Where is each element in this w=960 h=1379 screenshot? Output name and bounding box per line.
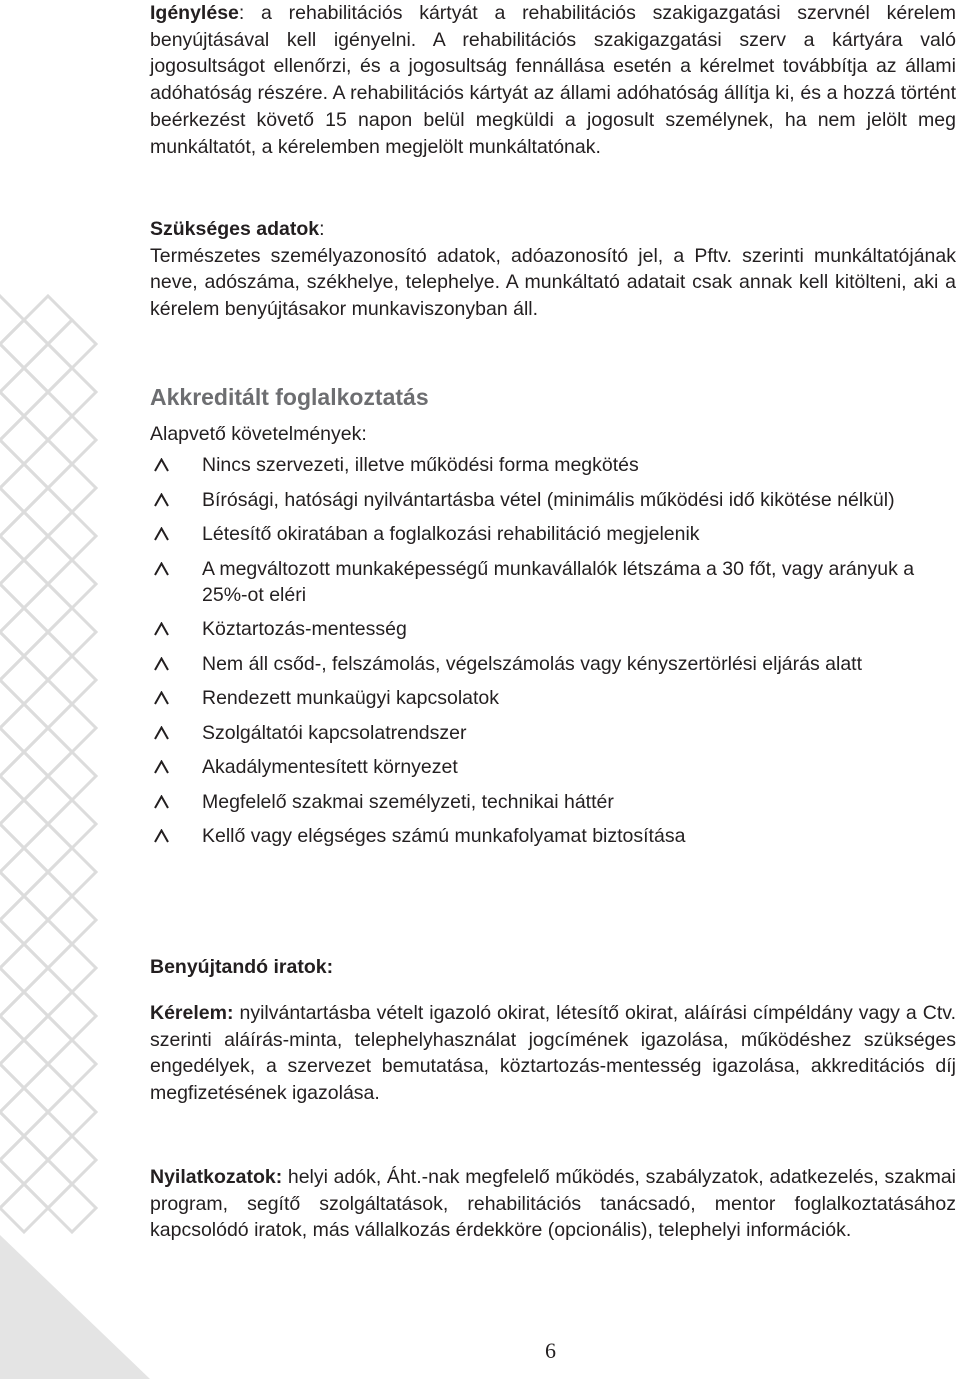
decor-diamond <box>0 872 24 920</box>
up-arrowhead-icon <box>154 691 169 705</box>
requirement-text: Kellő vagy elégséges számú munkafolyamat biztosítása <box>202 825 686 847</box>
decor-diamond <box>0 1088 48 1136</box>
requirements-list <box>150 452 956 858</box>
decor-diamond <box>48 848 96 896</box>
decor-diamond <box>48 1040 96 1088</box>
decor-diamond <box>0 896 48 944</box>
decor-diamond <box>0 800 48 848</box>
decor-diamond <box>0 584 24 632</box>
szukseges-section <box>150 216 956 323</box>
decor-diamond <box>0 1136 48 1184</box>
decor-diamond <box>24 488 72 536</box>
requirement-item <box>150 720 956 746</box>
decor-diamond <box>0 656 48 704</box>
requirement-text: Létesítő okiratában a foglalkozási rehabilitáció megjelenik <box>202 523 700 545</box>
decor-diamond <box>0 632 24 680</box>
decor-diamond <box>24 584 72 632</box>
decor-diamond <box>48 320 96 368</box>
corner-triangle <box>0 1235 150 1379</box>
requirement-text: Nincs szervezeti, illetve működési forma megkötés <box>202 454 639 476</box>
decor-diamond <box>0 848 48 896</box>
requirement-item <box>150 651 956 677</box>
kerelem-paragraph <box>150 1000 956 1107</box>
requirement-item <box>150 616 956 642</box>
decor-diamond <box>24 440 72 488</box>
nyilatkozatok-paragraph <box>150 1164 956 1244</box>
decor-diamond <box>48 560 96 608</box>
decor-diamond <box>24 824 72 872</box>
requirement-item <box>150 754 956 780</box>
decor-diamond <box>24 296 72 344</box>
decor-diamond <box>24 1112 72 1160</box>
requirement-text: Nem áll csőd-, felszámolás, végelszámolás vagy kényszertörlési eljárás alatt <box>202 652 863 675</box>
decor-diamond <box>48 656 96 704</box>
requirement-text: Köztartozás-mentesség <box>202 618 407 640</box>
szukseges-label: Szükséges adatok <box>150 218 320 240</box>
decor-diamond <box>0 728 24 776</box>
up-arrowhead-icon <box>154 458 169 472</box>
up-arrowhead-icon <box>154 795 169 809</box>
requirement-text: A megváltozott munkaképességű munkavállalók létszáma a 30 főt, vagy arányuk a 25%-ot eléri <box>202 557 915 606</box>
igenyles-section <box>150 0 956 160</box>
decor-diamond <box>0 1184 48 1232</box>
decor-diamond <box>48 368 96 416</box>
up-arrowhead-icon <box>154 657 169 671</box>
up-arrowhead-icon <box>154 562 169 576</box>
requirement-item <box>150 685 956 711</box>
decor-diamond <box>0 752 48 800</box>
szukseges-paragraph: Természetes személyazonosító adatok, adóazonosító jel, a Pftv. szerinti munkáltatójának neve, adószáma, székhelye, telephelye. A munkáltató adatait csak annak kell kitölteni, aki a kérelem benyújtásakor munkaviszonyban áll. <box>150 244 956 321</box>
decor-diamond <box>0 1040 48 1088</box>
up-arrowhead-icon <box>154 622 169 636</box>
decor-diamond <box>0 440 24 488</box>
decor-diamond <box>0 824 24 872</box>
decor-diamond <box>48 752 96 800</box>
igenyles-label: Igénylése <box>150 2 239 24</box>
up-arrowhead-icon <box>154 527 169 541</box>
benyujtando-title: Benyújtandó iratok: <box>150 956 334 978</box>
decor-diamond <box>0 488 24 536</box>
decor-diamond <box>48 512 96 560</box>
requirement-item <box>150 823 956 849</box>
requirement-item <box>150 789 956 815</box>
decor-diamond <box>0 296 24 344</box>
decor-diamond <box>0 1112 24 1160</box>
decor-diamond <box>48 416 96 464</box>
decor-diamond <box>24 536 72 584</box>
decor-diamond <box>48 704 96 752</box>
decor-diamond <box>24 968 72 1016</box>
decor-diamond <box>24 392 72 440</box>
page-number: 6 <box>545 1338 556 1363</box>
decor-diamond <box>0 1160 24 1208</box>
decor-diamond <box>48 800 96 848</box>
decor-diamond <box>24 920 72 968</box>
decor-diamond <box>48 992 96 1040</box>
decor-diamond <box>24 728 72 776</box>
requirement-item <box>150 452 956 478</box>
kerelem-label: Kérelem: <box>150 1002 234 1024</box>
decor-diamond <box>48 944 96 992</box>
decor-diamond <box>48 1088 96 1136</box>
decor-diamond <box>24 344 72 392</box>
decor-diamond <box>24 1064 72 1112</box>
decor-diamond <box>0 680 24 728</box>
kerelem-section <box>150 1000 956 1107</box>
decor-diamond <box>0 416 48 464</box>
decor-diamond <box>48 1136 96 1184</box>
decor-diamond <box>24 776 72 824</box>
decor-diamond <box>24 872 72 920</box>
decor-diamond <box>0 944 48 992</box>
akkreditalt-subtitle: Alapvető követelmények: <box>150 423 367 445</box>
decor-diamond <box>48 608 96 656</box>
szukseges-heading <box>150 216 956 243</box>
nyilatkozatok-section <box>150 1164 956 1244</box>
kerelem-text: nyilvántartásba vételt igazoló okirat, létesítő okirat, aláírási címpéldány vagy a Ctv. szerinti aláírás-minta, telephelyhasználat jogcímének igazolása, működéshez szükséges engedélyek, a szervezet bemutatása, köztartozás-mentesség igazolása, akkreditációs díj megfizetésének igazolása. <box>150 1002 956 1105</box>
decor-diamond <box>0 392 24 440</box>
decor-diamond <box>24 1016 72 1064</box>
requirement-text: Szolgáltatói kapcsolatrendszer <box>202 721 467 744</box>
decor-diamond <box>0 1064 24 1112</box>
akkreditalt-title: Akkreditált foglalkoztatás <box>150 384 429 410</box>
decor-diamond <box>0 992 48 1040</box>
igenyles-text: : a rehabilitációs kártyát a rehabilitációs szakigazgatási szervnél kérelem benyújtásával kell igényelni. A rehabilitációs szakigazgatási szerv a kártyára való jogosultságot ellenőrzi, és a jogosultság fennállása esetén a kérelmet továbbítja az állami adóhatóság részére. A rehabilitációs kártyát az állami adóhatóság állítja ki, és a hozzá történt beérkezést követő 15 napon belül megküldi a jogosult személynek, ha nem jelölt meg munkáltatót, a kérelemben megjelölt munkáltatónak. <box>150 2 956 158</box>
requirement-text: Megfelelő szakmai személyzeti, technikai háttér <box>202 790 614 813</box>
decor-diamond <box>48 1184 96 1232</box>
decor-diamond <box>0 608 48 656</box>
decor-diamond <box>0 344 24 392</box>
decor-diamond <box>0 968 24 1016</box>
up-arrowhead-icon <box>154 829 169 843</box>
up-arrowhead-icon <box>154 760 169 774</box>
requirement-text: Akadálymentesített környezet <box>202 756 458 778</box>
decor-diamond <box>0 704 48 752</box>
decor-diamond <box>0 512 48 560</box>
requirement-item <box>150 556 956 608</box>
decor-diamond <box>48 464 96 512</box>
decor-diamond <box>0 536 24 584</box>
decor-diamond <box>24 680 72 728</box>
decor-diamond <box>24 1160 72 1208</box>
decor-diamond <box>0 920 24 968</box>
decor-diamond <box>0 368 48 416</box>
decor-diamond <box>24 632 72 680</box>
requirement-item <box>150 487 956 513</box>
nyilatkozatok-text: helyi adók, Áht.-nak megfelelő működés, szabályzatok, adatkezelés, szakmai program, segítő szolgáltatások, rehabilitációs tanácsadó, mentor foglalkoztatásához kapcsolódó iratok, más vállalkozás érdekköre (opcionális), telephelyi információk. <box>150 1166 956 1242</box>
requirement-text: Rendezett munkaügyi kapcsolatok <box>202 687 500 709</box>
decor-diamond <box>48 896 96 944</box>
up-arrowhead-icon <box>154 493 169 507</box>
igenyles-paragraph <box>150 0 956 160</box>
requirement-item <box>150 521 956 547</box>
decor-diamond <box>0 1016 24 1064</box>
decor-diamond <box>0 560 48 608</box>
nyilatkozatok-label: Nyilatkozatok: <box>150 1166 283 1188</box>
decor-diamond <box>0 464 48 512</box>
szukseges-colon: : <box>319 218 325 240</box>
up-arrowhead-icon <box>154 726 169 740</box>
decor-diamond <box>0 320 48 368</box>
decor-diamond <box>0 776 24 824</box>
requirement-text: Bírósági, hatósági nyilvántartásba vétel (minimális működési idő kikötése nélkül) <box>202 488 895 511</box>
